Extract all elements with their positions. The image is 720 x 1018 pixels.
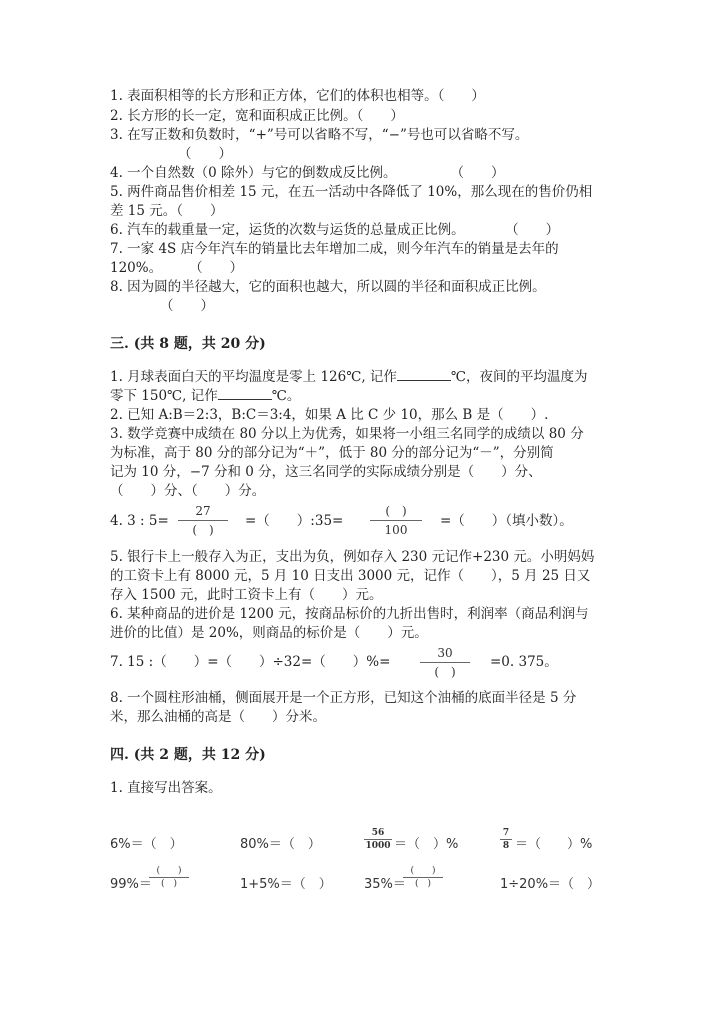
calc-r1-c1: 6%＝（ ） bbox=[110, 837, 183, 852]
fill-q3-line1: 3. 数学竞赛中成绩在 80 分以上为优秀，如果将一小组三名同学的成绩以 80 分 bbox=[110, 426, 584, 442]
fraction-numerator: 27 bbox=[195, 504, 211, 518]
fraction-bar bbox=[149, 877, 189, 878]
fill-q4-text-c: =（ ）（填小数）。 bbox=[440, 513, 573, 529]
fill-q5-line1: 5. 银行卡上一般存入为正，支出为负，例如存入 230 元记作+230 元。小明妈妈 bbox=[110, 549, 595, 565]
fraction-numerator: ( ) bbox=[385, 504, 407, 518]
fraction-denominator: ( ) bbox=[414, 879, 432, 889]
fill-q2: 2. 已知 A:B＝2:3，B:C＝3:4，如果 A 比 C 少 10，那么 B 是（ ）. bbox=[110, 407, 549, 423]
fill-q3-line4: （ ）分、（ ）分。 bbox=[110, 483, 266, 499]
judge-q7: 7. 一家 4S 店今年汽车的销量比去年增加二成，则今年汽车的销量是去年的 bbox=[110, 241, 559, 257]
judge-q3: 3. 在写正数和负数时，“+”号可以省略不写，“−”号也可以省略不写。 bbox=[110, 127, 529, 143]
fill-q8-line2: 米，那么油桶的高是（ ）分米。 bbox=[110, 709, 326, 725]
fill-q5-line2: 的工资卡上有 8000 元，5 月 10 日支出 3000 元，记作（ ），5 月 25 日又 bbox=[110, 568, 591, 584]
calc-r2-c3-fraction bbox=[403, 866, 443, 889]
fill-q1-blank2[interactable] bbox=[218, 386, 272, 400]
fill-q3-line2: 为标准，高于 80 分的部分记为“＋”，低于 80 分的部分记为“－”，分别简 bbox=[110, 445, 554, 461]
fraction-denominator: ( ) bbox=[192, 523, 214, 537]
section-four-heading: 四. (共 2 题，共 12 分) bbox=[110, 747, 266, 763]
fraction-bar bbox=[403, 877, 443, 878]
calc-r2-c1-fraction bbox=[149, 866, 189, 889]
fill-q7-text-b: =0. 375。 bbox=[490, 654, 558, 670]
judge-q4: 4. 一个自然数（0 除外）与它的倒数成反比例。 （ ） bbox=[110, 165, 505, 181]
fill-q1-text-b: ℃，夜间的平均温度为 bbox=[450, 369, 588, 385]
fill-q8-line1: 8. 一个圆柱形油桶，侧面展开是一个正方形，已知这个油桶的底面半径是 5 分 bbox=[110, 690, 577, 706]
calc-r2-c2: 1+5%＝（ ） bbox=[240, 877, 332, 892]
calc-r2-c1: 99%＝ bbox=[110, 877, 152, 892]
fill-q6-line1: 6. 某种商品的进价是 1200 元，按商品标价的九折出售时，利润率（商品利润与 bbox=[110, 606, 589, 622]
fill-q1-text-a: 1. 月球表面白天的平均温度是零上 126℃, 记作 bbox=[110, 369, 397, 385]
fraction-numerator: ( ) bbox=[156, 866, 182, 876]
fill-q4-text-a: 4. 3 : 5= bbox=[110, 513, 169, 529]
fraction-bar bbox=[178, 520, 228, 521]
calc-r2-c3: 35%＝ bbox=[364, 877, 406, 892]
fraction-denominator: ( ) bbox=[434, 665, 456, 679]
judge-q5-cont: 差 15 元。（ ） bbox=[110, 203, 224, 219]
fraction-denominator: 100 bbox=[384, 523, 408, 537]
fraction-numerator: 7 bbox=[502, 828, 510, 838]
fill-q5-line3: 存入 1500 元，此时工资卡上有（ ）元。 bbox=[110, 587, 383, 603]
calc-r1-c3: ＝（ ）% bbox=[394, 837, 459, 852]
judge-q5: 5. 两件商品售价相差 15 元，在五一活动中各降低了 10%，那么现在的售价仍相 bbox=[110, 184, 593, 200]
fraction-numerator: 56 bbox=[371, 828, 385, 838]
judge-q6: 6. 汽车的载重量一定，运货的次数与运货的总量成正比例。 （ ） bbox=[110, 222, 560, 238]
fill-q6-line2: 进价的比值）是 20%，则商品的标价是（ ）元。 bbox=[110, 625, 428, 641]
calc-r1-c4: ＝（ ）% bbox=[515, 837, 593, 852]
fraction-denominator: 1000 bbox=[365, 841, 391, 851]
fill-q1-text-c: 零下 150℃, 记作 bbox=[110, 388, 218, 404]
fill-q4-text-b: =（ ）:35= bbox=[245, 513, 344, 529]
fill-q3-line3: 记为 10 分，−7 分和 0 分，这三名同学的实际成绩分别是（ ）分、 bbox=[110, 464, 542, 480]
fraction-numerator: ( ) bbox=[410, 866, 436, 876]
fill-q1-blank1[interactable] bbox=[397, 367, 451, 381]
fraction-denominator: 8 bbox=[502, 841, 510, 851]
fill-q4-fraction-1 bbox=[178, 504, 228, 537]
fraction-bar bbox=[364, 839, 392, 840]
judge-q8: 8. 因为圆的半径越大，它的面积也越大，所以圆的半径和面积成正比例。 bbox=[110, 279, 546, 295]
fill-q7-text-a: 7. 15 :（ ）=（ ）÷32=（ ）%= bbox=[110, 654, 391, 670]
fraction-bar bbox=[420, 662, 470, 663]
judge-q7-cont: 120%。 （ ） bbox=[110, 260, 244, 276]
fraction-bar bbox=[500, 839, 512, 840]
calc-r1-c3-fraction bbox=[364, 828, 392, 851]
section-three-heading: 三. (共 8 题，共 20 分) bbox=[110, 336, 266, 352]
fill-q1-line1 bbox=[110, 367, 588, 387]
fill-q7-fraction bbox=[420, 646, 470, 679]
fill-q4-fraction-2 bbox=[370, 504, 422, 537]
judge-q2: 2. 长方形的长一定，宽和面积成正比例。（ ） bbox=[110, 108, 404, 124]
calc-r1-c2: 80%＝（ ） bbox=[240, 837, 321, 852]
calc-instruction: 1. 直接写出答案。 bbox=[110, 780, 222, 796]
calc-r2-c4: 1÷20%＝（ ） bbox=[500, 877, 601, 892]
judge-q3-paren: （ ） bbox=[178, 146, 232, 162]
judge-q1: 1. 表面积相等的长方形和正方体，它们的体积也相等。（ ） bbox=[110, 88, 485, 104]
judge-q8-paren: （ ） bbox=[160, 298, 214, 314]
fill-q1-line2 bbox=[110, 386, 300, 406]
fill-q1-text-d: ℃。 bbox=[271, 388, 301, 404]
calc-r1-c4-fraction bbox=[500, 828, 512, 851]
fraction-numerator: 30 bbox=[437, 646, 453, 660]
fraction-bar bbox=[370, 520, 422, 521]
fraction-denominator: ( ) bbox=[160, 879, 178, 889]
